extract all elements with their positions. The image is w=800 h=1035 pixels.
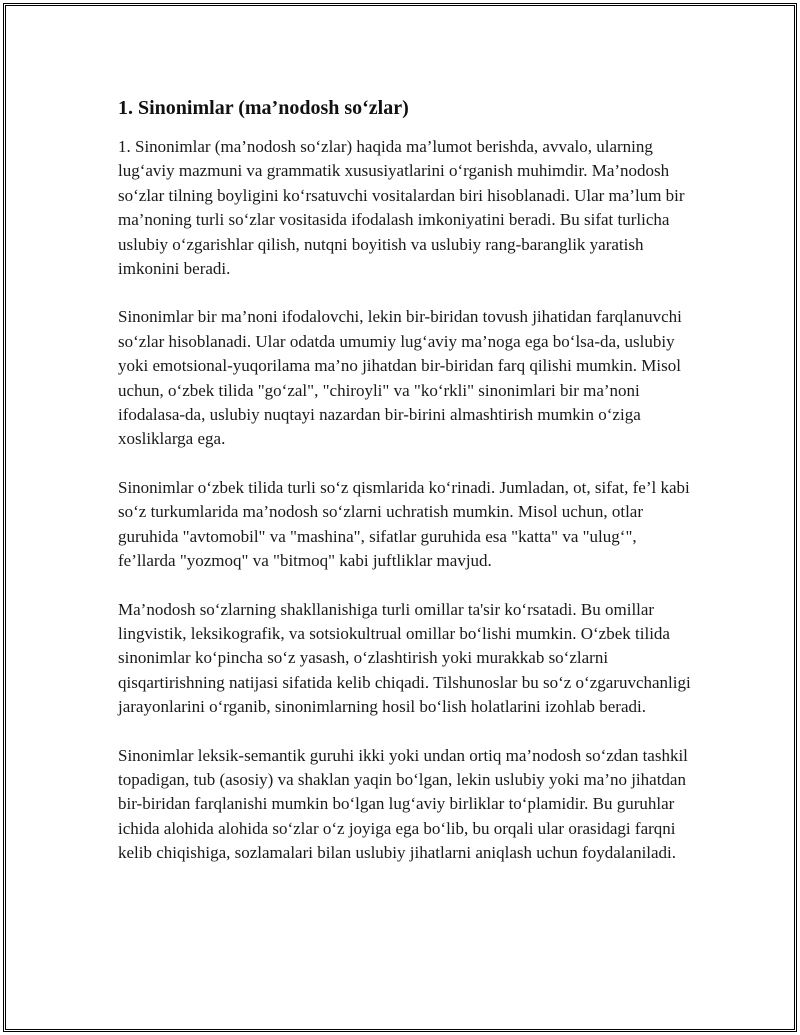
paragraph-3: Sinonimlar o‘zbek tilida turli so‘z qismlarida ko‘rinadi. Jumladan, ot, sifat, fe’l kabi so‘z turkumlarida ma’nodosh so‘zlarni uchratish mumkin. Misol uchun, otlar guruhida "avtomobil" va "mashina", sifatlar guruhida esa "katta" va "ulug‘", fe’llarda "yozmoq" va "bitmoq" kabi juftliklar mavjud.	[118, 477, 690, 571]
page-title: 1. Sinonimlar (ma’nodosh so‘zlar)	[118, 97, 409, 119]
paragraph-4: Ma’nodosh so‘zlarning shakllanishiga turli omillar ta'sir ko‘rsatadi. Bu omillar lingvistik, leksikografik, va sotsiokultrual omillar bo‘lishi mumkin. O‘zbek tilida sinonimlar ko‘pincha so‘z yasash, o‘zlashtirish yoki murakkab so‘zlarni qisqartirishning natijasi sifatida kelib chiqadi. Tilshunoslar bu so‘z o‘zgaruvchanligi jarayonlarini o‘rganib, sinonimlarning hosil bo‘lish holatlarini izohlab beradi.	[118, 599, 691, 717]
paragraph-2: Sinonimlar bir ma’noni ifodalovchi, lekin bir-biridan tovush jihatidan farqlanuvchi so‘zlar hisoblanadi. Ular odatda umumiy lug‘aviy ma’noga ega bo‘lsa-da, uslubiy yoki emotsional-yuqorilama ma’no jihatdan bir-biridan farq qilishi mumkin. Misol uchun, o‘zbek tilida "go‘zal", "chiroyli" va "ko‘rkli" sinonimlari bir ma’noni ifodalasa-da, uslubiy nuqtayi nazardan bir-birini almashtirish mumkin o‘ziga xosliklarga ega.	[118, 307, 682, 449]
paragraph-5: Sinonimlar leksik-semantik guruhi ikki yoki undan ortiq ma’nodosh so‘zdan tashkil topadigan, tub (asosiy) va shaklan yaqin bo‘lgan, lekin uslubiy yoki ma’no jihatdan bir-biridan farqlanishi mumkin bo‘lgan lug‘aviy birliklar to‘plamidir. Bu guruhlar ichida alohida alohida so‘zlar o‘z joyiga ega bo‘lib, bu orqali ular orasidagi farqni kelib chiqishiga, sozlamalari bilan uslubiy jihatlarni aniqlash uchun foydalaniladi.	[118, 745, 688, 863]
paragraph-1: 1. Sinonimlar (ma’nodosh so‘zlar) haqida ma’lumot berishda, avvalo, ularning lug‘aviy mazmuni va grammatik xususiyatlarini o‘rganish muhimdir. Ma’nodosh so‘zlar tilning boyligini ko‘rsatuvchi vositalardan biri hisoblanadi. Ular ma’lum bir ma’noning turli so‘zlar vositasida ifodalash imkoniyatini beradi. Bu sifat turlicha uslubiy o‘zgarishlar qilish, nutqni boyitish va uslubiy rang-baranglik yaratish imkonini beradi.	[118, 137, 685, 279]
document-body	[118, 95, 693, 890]
